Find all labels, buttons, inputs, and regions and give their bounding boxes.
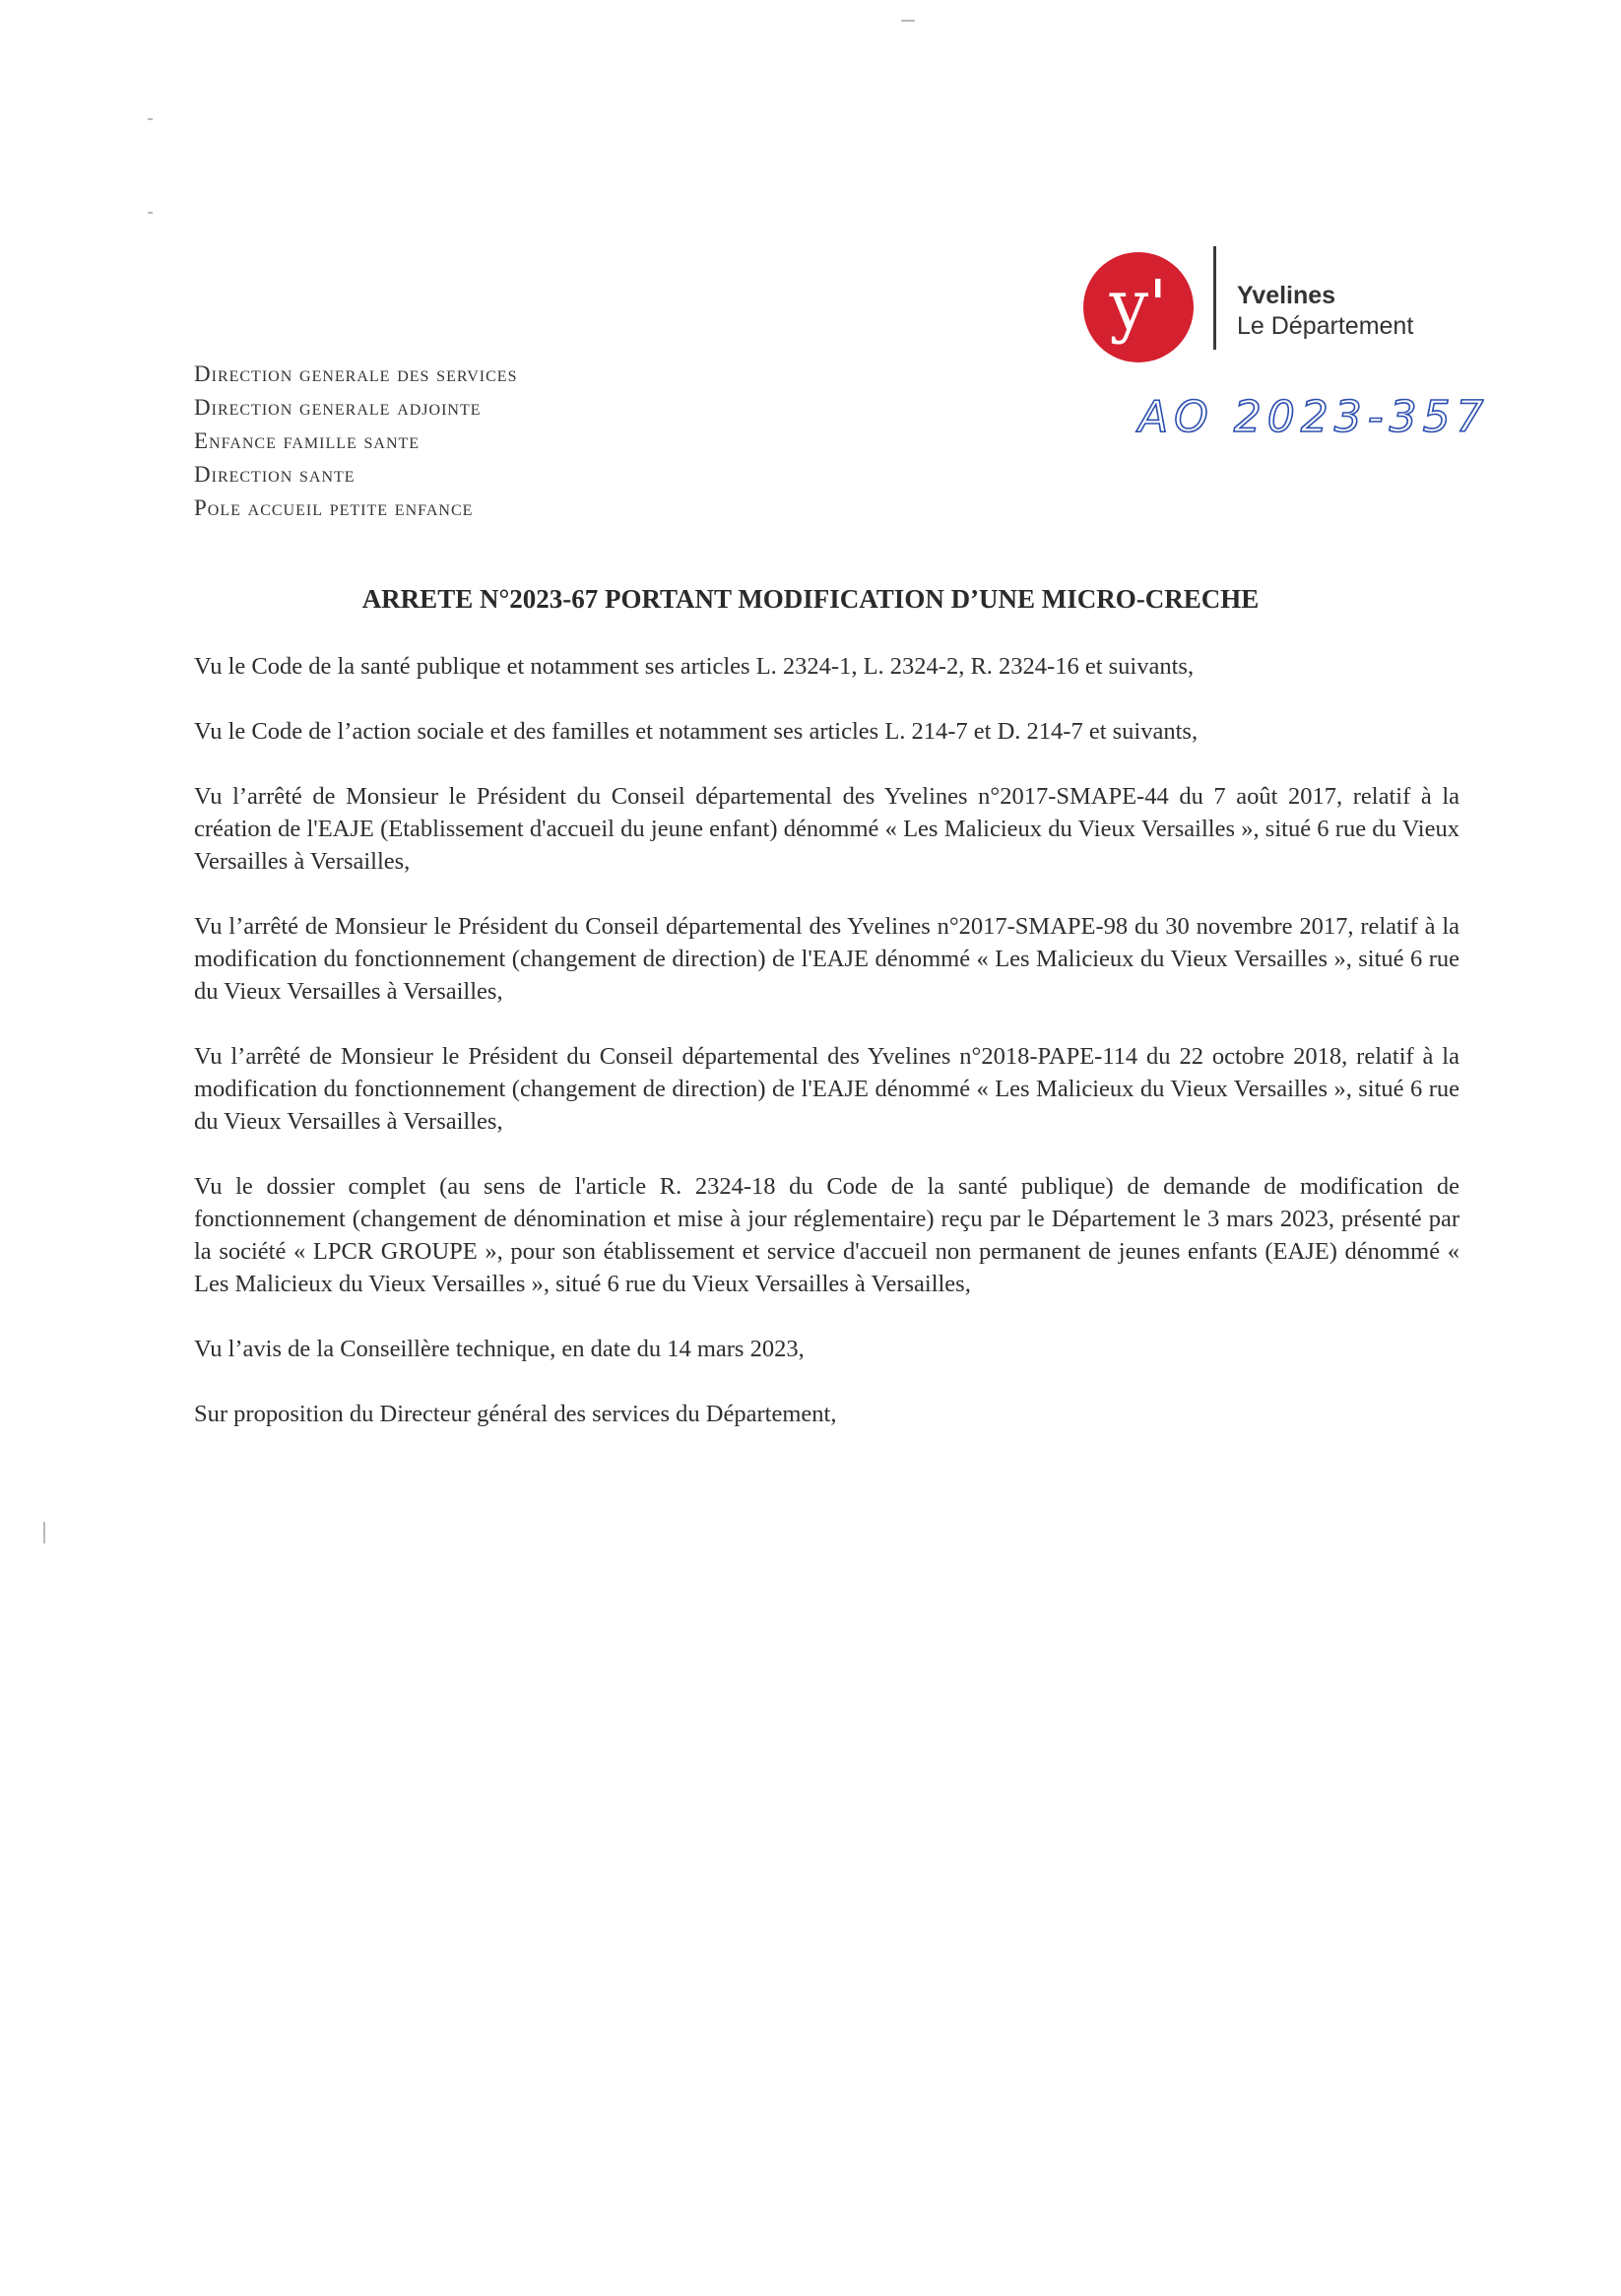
header-line: Enfance famille sante bbox=[194, 428, 421, 453]
brand-subtitle: Le Département bbox=[1237, 312, 1414, 340]
header-line: Direction sante bbox=[194, 462, 356, 487]
brand-name: Yvelines bbox=[1237, 282, 1336, 309]
document-body bbox=[194, 650, 1459, 1463]
header-line: Direction generale adjointe bbox=[194, 395, 482, 420]
scan-speck bbox=[43, 1522, 45, 1543]
logo-symbol: y' bbox=[1109, 265, 1168, 346]
header-line: Direction generale des services bbox=[194, 361, 518, 386]
department-header bbox=[194, 358, 517, 525]
paragraph: Vu l’arrêté de Monsieur le Président du Conseil départemental des Yvelines n°2018-PAPE-114 du 22 octobre 2018, relatif à la modification du fonctionnement (changement de direction) de l'EAJE dénommé « Les Malicieux du Vieux Versailles », situé 6 rue du Vieux Versailles à Versailles, bbox=[194, 1043, 1459, 1135]
paragraph: Vu le dossier complet (au sens de l'article R. 2324-18 du Code de la santé publique) de demande de modification de fonctionnement (changement de dénomination et mise à jour réglementaire) reçu par le Département le 3 mars 2023, présenté par la société « LPCR GROUPE », pour son établissement et service d'accueil non permanent de jeunes enfants (EAJE) dénommé « Les Malicieux du Vieux Versailles », situé 6 rue du Vieux Versailles à Versailles, bbox=[194, 1173, 1459, 1297]
document-title: ARRETE N°2023-67 PORTANT MODIFICATION D’UNE MICRO-CRECHE bbox=[361, 584, 1260, 614]
paragraph: Vu l’avis de la Conseillère technique, en date du 14 mars 2023, bbox=[194, 1336, 805, 1362]
scan-speck bbox=[148, 212, 153, 214]
handwritten-reference bbox=[1133, 390, 1546, 449]
paragraph: Vu l’arrêté de Monsieur le Président du Conseil départemental des Yvelines n°2017-SMAPE-98 du 30 novembre 2017, relatif à la modification du fonctionnement (changement de direction) de l'EAJE dénommé « Les Malicieux du Vieux Versailles », situé 6 rue du Vieux Versailles à Versailles, bbox=[194, 913, 1459, 1005]
paragraph: Sur proposition du Directeur général des services du Département, bbox=[194, 1401, 837, 1427]
yvelines-logo bbox=[1079, 248, 1198, 366]
scan-speck bbox=[901, 20, 915, 22]
paragraph: Vu l’arrêté de Monsieur le Président du Conseil départemental des Yvelines n°2017-SMAPE-44 du 7 août 2017, relatif à la création de l'EAJE (Etablissement d'accueil du jeune enfant) dénommé « Les Malicieux du Vieux Versailles », situé 6 rue du Vieux Versailles à Versailles, bbox=[194, 783, 1459, 875]
scan-speck bbox=[148, 118, 153, 120]
svg-text:AO 2023-357: AO 2023-357 bbox=[1138, 392, 1490, 442]
paragraph: Vu le Code de la santé publique et notamment ses articles L. 2324-1, L. 2324-2, R. 2324-16 et suivants, bbox=[194, 653, 1195, 680]
header-line: Pole accueil petite enfance bbox=[194, 495, 474, 520]
paragraph: Vu le Code de l’action sociale et des familles et notamment ses articles L. 214-7 et D. 214-7 et suivants, bbox=[194, 718, 1199, 745]
logo-divider bbox=[1213, 246, 1216, 350]
